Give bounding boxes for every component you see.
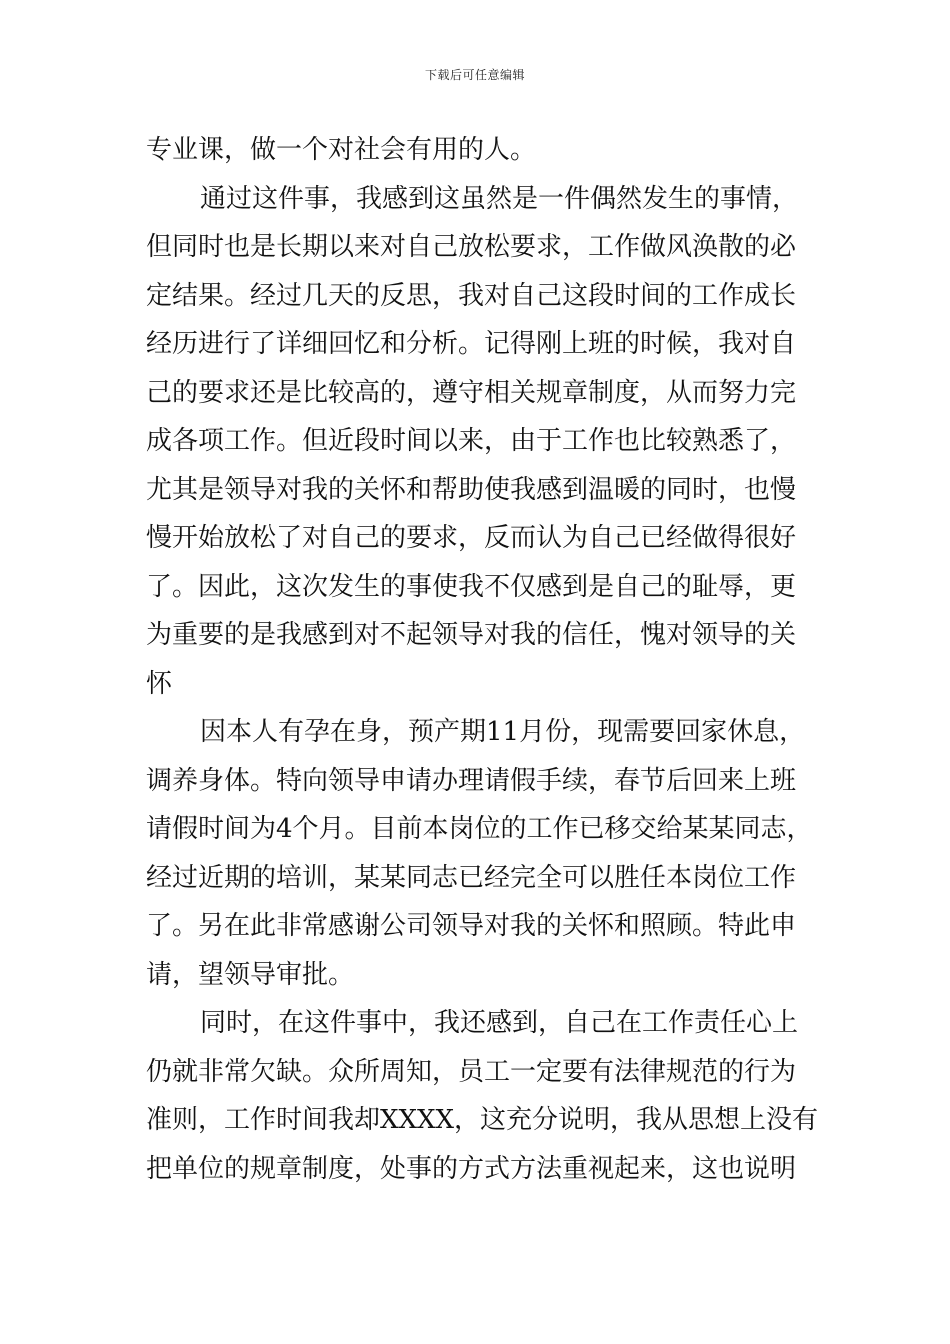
text-line: 专业课，做一个对社会有用的人。 bbox=[146, 135, 537, 165]
text-line: 请，望领导审批。 bbox=[146, 959, 355, 990]
text-line: 请假时间为4个月。目前本岗位的工作已移交给某某同志， bbox=[146, 814, 813, 844]
text-line: 慢开始放松了对自己的要求，反而认为自己已经做得很好 bbox=[146, 523, 797, 553]
text-line: 准则，工作时间我却XXXX，这充分说明，我从思想上没有 bbox=[146, 1105, 819, 1135]
text-line: 把单位的规章制度，处事的方式方法重视起来，这也说明 bbox=[146, 1153, 797, 1184]
paragraph-start-line: 通过这件事，我感到这虽然是一件偶然发生的事情， bbox=[200, 183, 799, 214]
text-line: 了。因此，这次发生的事使我不仅感到是自己的耻辱，更 bbox=[146, 571, 797, 602]
text-line: 己的要求还是比较高的，遵守相关规章制度，从而努力完 bbox=[146, 377, 797, 408]
document-body bbox=[146, 126, 819, 1193]
paragraph-start-line: 同时，在这件事中，我还感到，自己在工作责任心上 bbox=[200, 1008, 799, 1038]
text-line: 成各项工作。但近段时间以来，由于工作也比较熟悉了， bbox=[146, 426, 797, 456]
text-line: 怀 bbox=[146, 668, 173, 699]
page-header: 下载后可任意编辑 bbox=[424, 68, 525, 82]
text-line: 但同时也是长期以来对自己放松要求，工作做风涣散的必 bbox=[146, 232, 797, 262]
text-line: 仍就非常欠缺。众所周知，员工一定要有法律规范的行为 bbox=[146, 1056, 797, 1087]
text-line: 了。另在此非常感谢公司领导对我的关怀和照顾。特此申 bbox=[146, 911, 797, 941]
text-line: 定结果。经过几天的反思，我对自己这段时间的工作成长 bbox=[146, 280, 797, 311]
paragraph-start-line: 因本人有孕在身，预产期11月份，现需要回家休息， bbox=[200, 717, 806, 747]
text-line: 经历进行了详细回忆和分析。记得刚上班的时候，我对自 bbox=[146, 329, 797, 359]
text-line: 为重要的是我感到对不起领导对我的信任，愧对领导的关 bbox=[146, 620, 797, 650]
text-line: 调养身体。特向领导申请办理请假手续，春节后回来上班 bbox=[146, 765, 797, 796]
text-line: 经过近期的培训，某某同志已经完全可以胜任本岗位工作 bbox=[146, 862, 797, 893]
text-line: 尤其是领导对我的关怀和帮助使我感到温暖的同时，也慢 bbox=[146, 474, 797, 505]
